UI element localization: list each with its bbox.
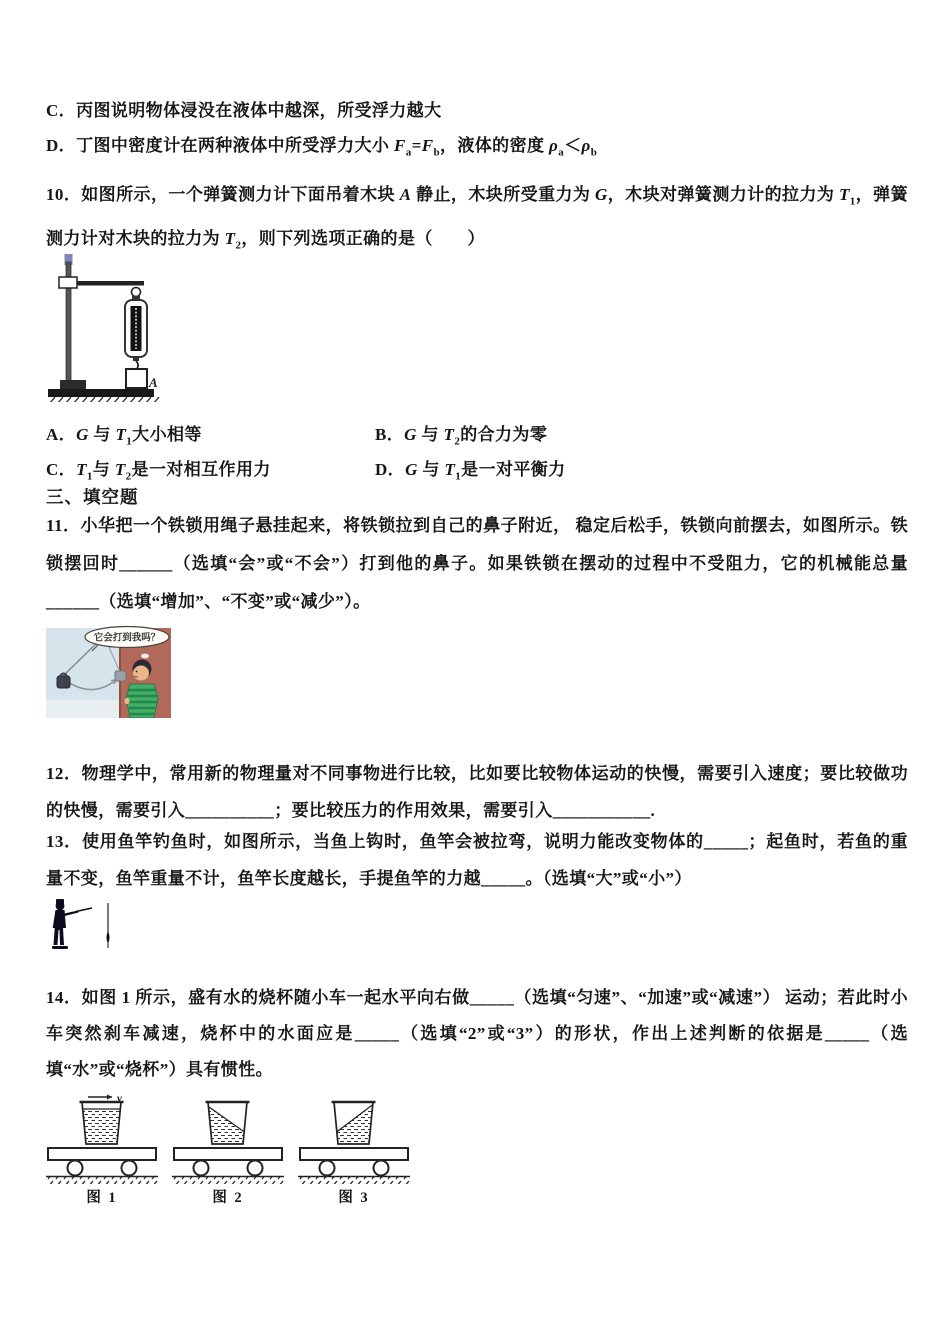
cart-figure-3: [298, 1092, 410, 1207]
boy-eye: [136, 671, 138, 673]
stand-clamp: [59, 277, 77, 288]
ground-hatch: [298, 1177, 410, 1184]
cart-wheel-right: [248, 1161, 263, 1176]
scale-ring: [132, 288, 141, 297]
fisherman-silhouette: [52, 899, 79, 949]
question10-option-a: A．G 与 $T_1$大小相等: [46, 425, 202, 448]
pendulum-cartoon-figure: [46, 624, 171, 718]
cart-figure-2: [172, 1092, 284, 1207]
question12-text: 12．物理学中，常用新的物理量对不同事物进行比较，比如要比较物体运动的快慢，需要引入速度；要比较做功的快慢，需要引入__________；要比较压力的作用效果，需要引入___________.: [46, 764, 908, 820]
question9-option-d: D．丁图中密度计在两种液体中所受浮力大小 $F_a=F_b$，液体的密度 $\rho_a<\rho_b$: [46, 136, 598, 159]
iron-lock-right: [115, 671, 126, 681]
cart-platform: [174, 1148, 282, 1160]
stand-arm: [68, 281, 144, 286]
question10-stem: 10．如图所示，一个弹簧测力计下面吊着木块 A 静止，木块所受重力为 G，木块对弹簧测力计的拉力为 $T_1$，弹簧测力计对木块的拉力为 $T_2$，则下列选项正确的是（ ）: [46, 185, 908, 252]
water-tilted-left-high: [209, 1107, 245, 1144]
cart-wheel-right: [374, 1161, 389, 1176]
fishing-figure: [46, 897, 126, 955]
scale-bottom-cap: [133, 357, 139, 361]
boy-hand: [124, 698, 129, 704]
cart-figure-1: [46, 1092, 158, 1207]
question10-option-b: B．G 与 $T_2$的合力为零: [375, 425, 548, 448]
cart-wheel-left: [68, 1161, 83, 1176]
cart-wheel-left: [320, 1161, 335, 1176]
ground-hatch: [46, 1177, 158, 1184]
boy-face: [133, 666, 149, 681]
spring-scale-figure: [48, 252, 163, 402]
question13-text: 13．使用鱼竿钓鱼时，如图所示，当鱼上钩时，鱼竿会被拉弯，说明力能改变物体的_____；起鱼时，若鱼的重量不变，鱼竿重量不计，鱼竿长度越长，手提鱼竿的力越_____。（选填“大”或“小”）: [46, 832, 908, 888]
cart-wheel-left: [194, 1161, 209, 1176]
cart-platform: [300, 1148, 408, 1160]
cart-wheel-right: [122, 1161, 137, 1176]
water-tilted-right-high: [337, 1105, 373, 1144]
fishing-rod: [76, 908, 92, 912]
cart-figures-row: [46, 1092, 410, 1207]
question10-option-d: D．G 与 $T_1$是一对平衡力: [375, 460, 566, 483]
speech-bubble-text: 它会打到我吗？: [93, 633, 161, 644]
fishing-float: [107, 931, 110, 944]
cartoon-floor: [46, 700, 122, 718]
wall-light: [141, 654, 149, 659]
question14-text: 14．如图 1 所示，盛有水的烧杯随小车一起水平向右做_____（选填“匀速”、“加速”或“减速”） 运动；若此时小车突然刹车减速，烧杯中的水面应是_____（选填“2”或“3”）的形状，作出上述判断的依据是_____（选填“水”或“烧杯”）具有惯性。: [46, 988, 908, 1079]
question9-option-c: C．丙图说明物体浸没在液体中越深，所受浮力越大: [46, 101, 442, 120]
stand-base: [48, 389, 154, 397]
iron-lock-left: [57, 676, 70, 688]
question11-text: 11．小华把一个铁锁用绳子悬挂起来，将铁锁拉到自己的鼻子附近， 稳定后松手，铁锁向前摆去，如图所示。铁锁摆回时______（选填“会”或“不会”）打到他的鼻子。如果铁锁在摆动的过程中不受阻力，它的机械能总量______（选填“增加”、“不变”或“减少”）。: [46, 516, 908, 611]
cart-figure-3-label: 图 3: [338, 1190, 370, 1206]
ground-hatch: [48, 397, 162, 402]
velocity-arrowhead: [107, 1094, 112, 1099]
water-level: [83, 1109, 119, 1144]
cart-platform: [48, 1148, 156, 1160]
cart-figure-1-label: 图 1: [86, 1190, 118, 1206]
cart-figure-2-label: 图 2: [212, 1190, 244, 1206]
velocity-label: v: [117, 1092, 122, 1105]
block-a: [126, 369, 147, 388]
question10-option-c: C．$T_1$与 $T_2$是一对相互作用力: [46, 460, 271, 483]
section-heading-fill-in: 三、填空题: [46, 487, 139, 507]
block-a-label: A: [149, 375, 158, 390]
ground-hatch: [172, 1177, 284, 1184]
